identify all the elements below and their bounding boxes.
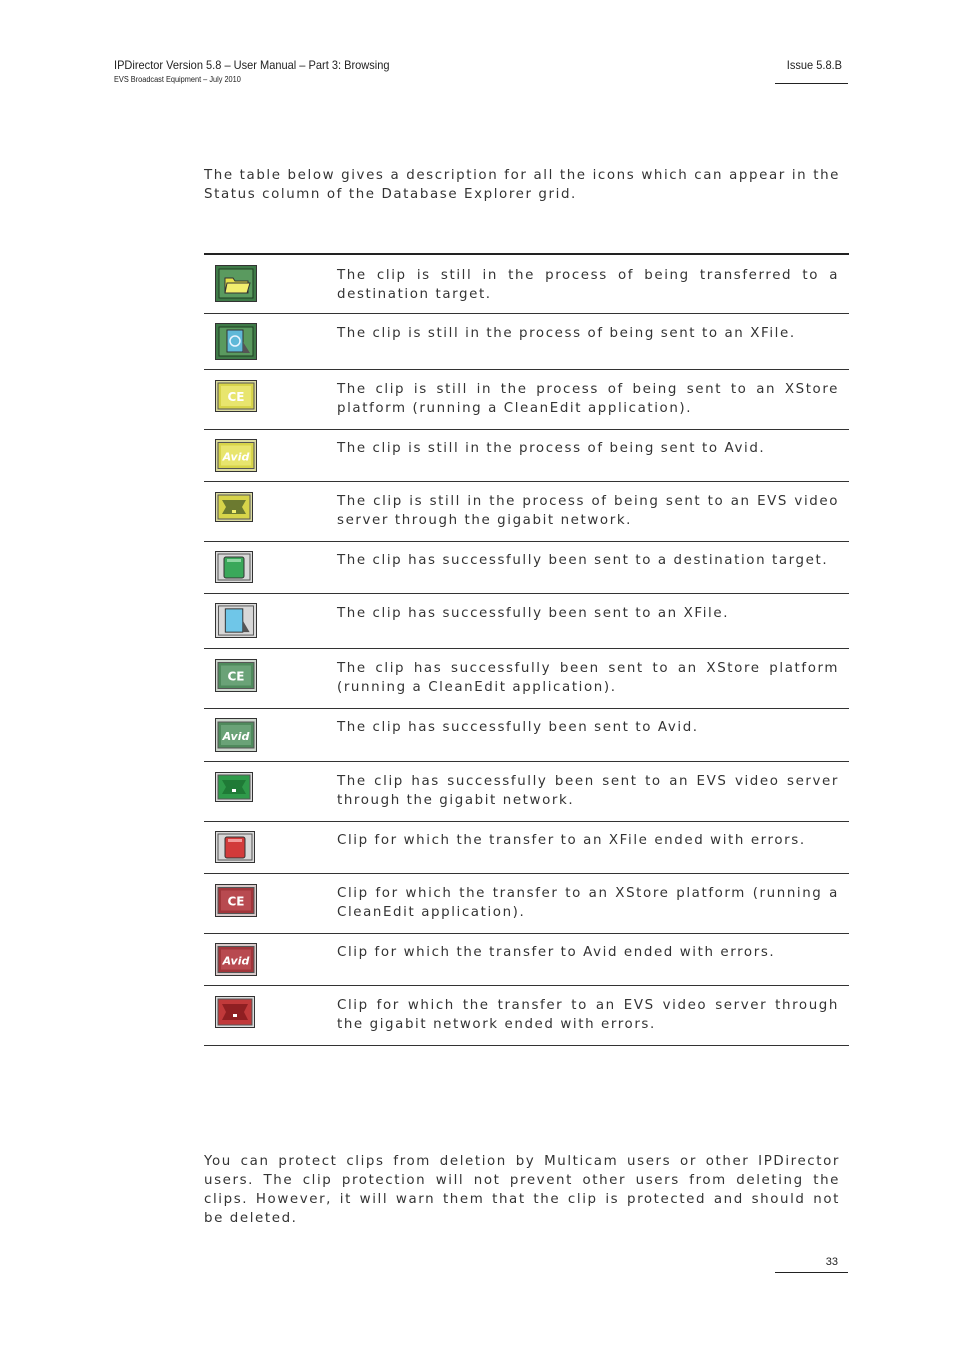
status-description: Clip for which the transfer to an XStore platform (running a CleanEdit application). xyxy=(337,886,839,920)
status-description: The clip is still in the process of being transferred to a destination target. xyxy=(337,268,839,302)
status-description: Clip for which the transfer to Avid ended with errors. xyxy=(337,945,776,960)
xfile-sent-success-icon xyxy=(215,603,257,638)
avid-icon-text: Avid xyxy=(222,954,250,968)
avid-sent-success-icon xyxy=(215,718,257,752)
xfile-send-in-progress-icon xyxy=(215,323,257,360)
status-description: The clip is still in the process of being sent to an XStore platform (running a CleanEdit application). xyxy=(337,382,839,416)
avid-icon-text: Avid xyxy=(222,450,250,464)
ce-icon-text: CE xyxy=(227,390,245,404)
status-description: The clip is still in the process of being sent to an EVS video server through the gigabit network. xyxy=(337,494,839,528)
table-row xyxy=(204,482,849,542)
page-number-box xyxy=(775,1256,848,1273)
table-row xyxy=(204,649,849,709)
avid-icon-text: Avid xyxy=(222,730,250,743)
destination-sent-success-icon xyxy=(215,551,253,583)
status-description: The clip has successfully been sent to an XFile. xyxy=(337,606,730,621)
evs-server-sent-success-icon xyxy=(215,772,253,802)
status-description: The clip has successfully been sent to an EVS video server through the gigabit network. xyxy=(337,774,839,808)
table-row xyxy=(204,370,849,430)
intro-paragraph: The table below gives a description for all the icons which can appear in the Status column of the Database Explorer grid. xyxy=(204,168,840,202)
table-row xyxy=(204,542,849,594)
table-row xyxy=(204,762,849,822)
evs-server-send-in-progress-icon xyxy=(215,492,253,522)
table-row xyxy=(204,822,849,874)
cleanedit-send-in-progress-icon xyxy=(215,380,257,412)
issue-box xyxy=(775,58,848,84)
status-description: Clip for which the transfer to an EVS video server through the gigabit network ended with errors. xyxy=(337,998,839,1032)
status-description: The clip has successfully been sent to an XStore platform (running a CleanEdit application). xyxy=(337,661,839,695)
table-row xyxy=(204,986,849,1046)
document-title: IPDirector Version 5.8 – User Manual – Part 3: Browsing xyxy=(114,58,390,72)
table-row xyxy=(204,934,849,986)
page-number: 33 xyxy=(825,1256,838,1268)
folder-transfer-in-progress-icon xyxy=(215,265,257,302)
status-icon-table xyxy=(204,253,849,1046)
status-description: Clip for which the transfer to an XFile ended with errors. xyxy=(337,833,806,848)
status-description: The clip is still in the process of being sent to Avid. xyxy=(337,441,766,456)
ce-icon-text: CE xyxy=(227,669,245,684)
protection-paragraph: You can protect clips from deletion by Multicam users or other IPDirector users. The clip protection will not prevent other users from deleting the clips. However, it will warn them that the clip is protected and should not be deleted. xyxy=(204,1154,840,1226)
table-row xyxy=(204,709,849,762)
document-subtitle: EVS Broadcast Equipment – July 2010 xyxy=(114,75,241,84)
status-description: The clip is still in the process of being sent to an XFile. xyxy=(337,326,796,341)
table-row xyxy=(204,594,849,649)
table-row xyxy=(204,255,849,314)
cleanedit-transfer-error-icon xyxy=(215,884,257,917)
avid-transfer-error-icon xyxy=(215,943,257,976)
issue-label: Issue 5.8.B xyxy=(786,58,842,72)
status-description: The clip has successfully been sent to a destination target. xyxy=(337,553,829,568)
cleanedit-sent-success-icon xyxy=(215,659,257,692)
table-row xyxy=(204,430,849,482)
table-row xyxy=(204,314,849,370)
status-description: The clip has successfully been sent to Avid. xyxy=(337,720,699,735)
xfile-transfer-error-icon xyxy=(215,831,255,863)
evs-server-transfer-error-icon xyxy=(215,996,255,1028)
avid-send-in-progress-icon xyxy=(215,439,257,472)
ce-icon-text: CE xyxy=(227,894,245,909)
page-header xyxy=(114,58,413,84)
table-row xyxy=(204,874,849,934)
